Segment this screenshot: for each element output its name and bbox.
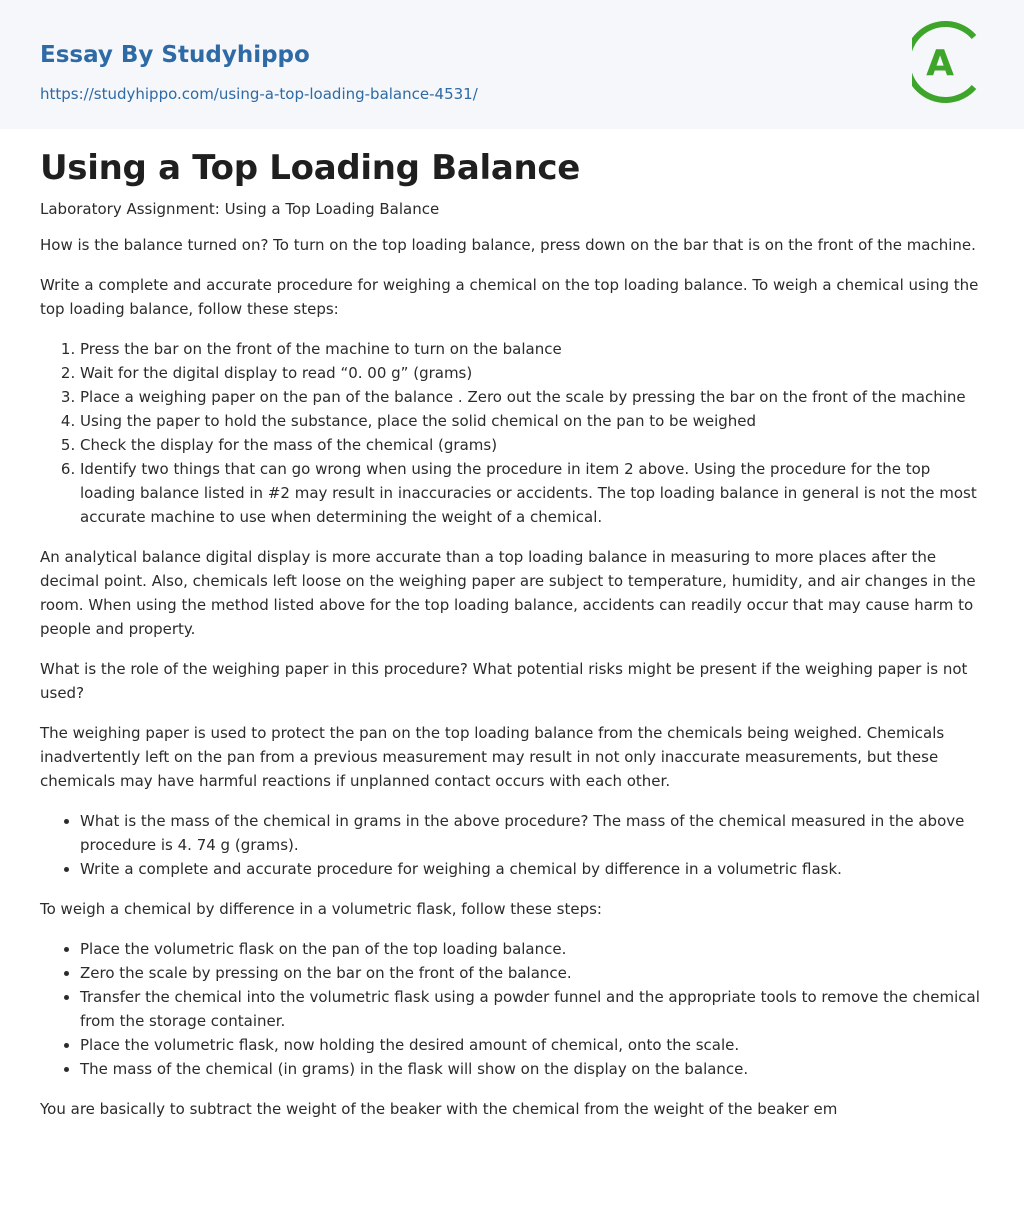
list-item: • Transfer the chemical into the volumetric flask using a powder funnel and the appropriate tools to remove the chemical from the storage container. [80,985,984,1033]
list-item: • Place the volumetric flask on the pan of the top loading balance. [80,937,984,961]
list-item: • The mass of the chemical (in grams) in the flask will show on the display on the balance. [80,1057,984,1081]
paragraph-procedure-intro: Write a complete and accurate procedure for weighing a chemical on the top loading balance. To weigh a chemical using the top loading balance, follow these steps: [40,276,979,318]
paragraph-flask-intro: To weigh a chemical by difference in a volumetric flask, follow these steps: [40,900,602,918]
article-subtitle: Laboratory Assignment: Using a Top Loading Balance [40,200,440,218]
list-item: 6. Identify two things that can go wrong when using the procedure in item 2 above. Using the procedure for the top loading balance listed in #2 may result in inaccuracies or accidents. The top loading balance in general is not the most accurate machine to use when determining the weight of a chemical. [80,457,984,529]
paragraph-analytical-balance: An analytical balance digital display is more accurate than a top loading balance in measuring to more places after the decimal point. Also, chemicals left loose on the weighing paper are subject to temperature, humidity, and air changes in the room. When using the method listed above for the top loading balance, accidents can readily occur that may cause harm to people and property. [40,548,976,638]
list-item: 5. Check the display for the mass of the chemical (grams) [80,433,984,457]
questions-bullet-list [40,809,984,881]
list-item: • What is the mass of the chemical in grams in the above procedure? The mass of the chemical measured in the above procedure is 4. 74 g (grams). [80,809,984,857]
article-body [40,140,984,1121]
list-item: • Write a complete and accurate procedure for weighing a chemical by difference in a volumetric flask. [80,857,984,881]
brand-title[interactable]: Essay By Studyhippo [40,42,310,68]
paragraph-weighing-paper-question: What is the role of the weighing paper in this procedure? What potential risks might be present if the weighing paper is not used? [40,660,968,702]
logo-letter: A [926,43,954,84]
paragraph-weighing-paper-answer: The weighing paper is used to protect the pan on the top loading balance from the chemicals being weighed. Chemicals inadvertently left on the pan from a previous measurement may result in not only inaccurate measurements, but these chemicals may have harmful reactions if unplanned contact occurs with each other. [40,724,945,790]
site-header [0,0,1024,129]
page-title: Using a Top Loading Balance [40,148,580,188]
list-item: 3. Place a weighing paper on the pan of the balance . Zero out the scale by pressing the bar on the front of the machine [80,385,984,409]
source-url-link[interactable]: https://studyhippo.com/using-a-top-loading-balance-4531/ [40,85,478,103]
paragraph-turn-on: How is the balance turned on? To turn on the top loading balance, press down on the bar that is on the front of the machine. [40,236,976,254]
flask-steps-list [40,937,984,1081]
list-item: 1. Press the bar on the front of the machine to turn on the balance [80,337,984,361]
procedure-steps-list [40,337,984,529]
list-item: 2. Wait for the digital display to read “0. 00 g” (grams) [80,361,984,385]
studyhippo-logo-icon[interactable] [912,18,988,106]
list-item: • Place the volumetric flask, now holding the desired amount of chemical, onto the scale. [80,1033,984,1057]
paragraph-truncated: You are basically to subtract the weight of the beaker with the chemical from the weight of the beaker em [40,1100,838,1118]
list-item: 4. Using the paper to hold the substance, place the solid chemical on the pan to be weighed [80,409,984,433]
list-item: • Zero the scale by pressing on the bar on the front of the balance. [80,961,984,985]
